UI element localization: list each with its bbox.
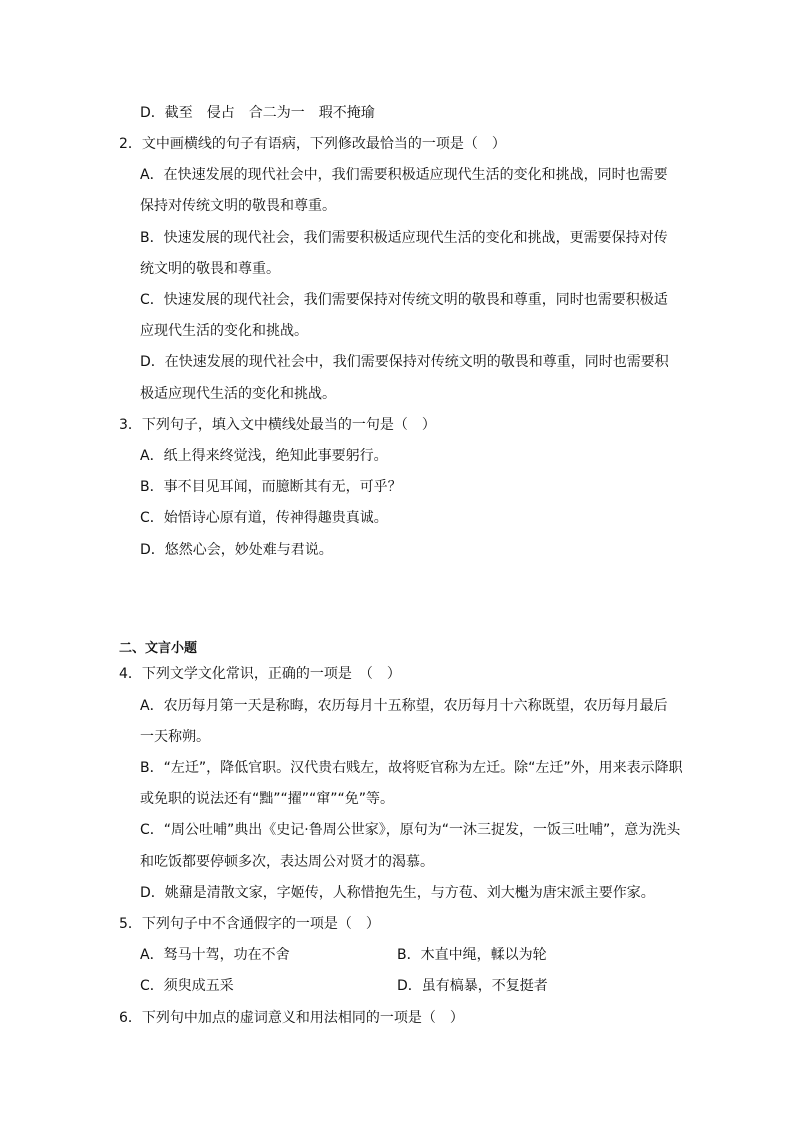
q3-option-c: C．始悟诗心原有道，传神得趣贵真诚。 bbox=[140, 510, 388, 526]
q5-stem: 5．下列句子中不含通假字的一项是（ ） bbox=[119, 916, 380, 932]
q2-option-a-line1: A．在快速发展的现代社会中，我们需要积极适应现代生活的变化和挑战，同时也需要 bbox=[140, 167, 668, 183]
q4-stem: 4．下列文学文化常识，正确的一项是 （ ） bbox=[119, 666, 401, 682]
q3-option-a: A．纸上得来终觉浅，绝知此事要躬行。 bbox=[140, 448, 388, 464]
q2-stem: 2．文中画横线的句子有语病，下列修改最恰当的一项是（ ） bbox=[119, 136, 506, 152]
q2-option-a-line2: 保持对传统文明的敬畏和尊重。 bbox=[140, 198, 336, 214]
q3-stem: 3．下列句子，填入文中横线处最当的一句是（ ） bbox=[119, 417, 436, 433]
q4-option-c-line2: 和吃饭都要停顿多次，表达周公对贤才的渴慕。 bbox=[140, 854, 434, 870]
q4-option-b-line2: 或免职的说法还有“黜”“擢”“窜”“免”等。 bbox=[140, 791, 395, 807]
q5-option-c: C．须臾成五采 bbox=[140, 978, 234, 994]
q2-option-c-line2: 应现代生活的变化和挑战。 bbox=[140, 323, 308, 339]
q2-option-d-line2: 极适应现代生活的变化和挑战。 bbox=[140, 386, 336, 402]
q4-option-a-line1: A．农历每月第一天是称晦，农历每月十五称望，农历每月十六称既望，农历每月最后 bbox=[140, 698, 668, 714]
q2-option-c-line1: C．快速发展的现代社会，我们需要保持对传统文明的敬畏和尊重，同时也需要积极适 bbox=[140, 292, 668, 308]
q5-option-a: A．驽马十驾，功在不舍 bbox=[140, 947, 290, 963]
q6-stem: 6．下列句中加点的虚词意义和用法相同的一项是（ ） bbox=[119, 1010, 464, 1026]
q1-option-d: D．截至 侵占 合二为一 瑕不掩瑜 bbox=[140, 105, 375, 121]
q4-option-b-line1: B．“左迁”，降低官职。汉代贵右贱左，故将贬官称为左迁。除“左迁”外，用来表示降职 bbox=[140, 760, 683, 776]
q5-option-d: D．虽有槁暴，不复挺者 bbox=[397, 978, 548, 994]
q2-option-b-line2: 统文明的敬畏和尊重。 bbox=[140, 261, 280, 277]
section-title: 二、文言小题 bbox=[119, 641, 198, 656]
q4-option-d: D．姚鼐是清散文家，字姬传，人称惜抱先生，与方苞、刘大櫆为唐宋派主要作家。 bbox=[140, 885, 655, 901]
q4-option-c-line1: C．“周公吐哺”典出《史记·鲁周公世家》，原句为“一沐三捉发，一饭三吐哺”，意为洗头 bbox=[140, 822, 681, 838]
q2-option-b-line1: B．快速发展的现代社会，我们需要积极适应现代生活的变化和挑战，更需要保持对传 bbox=[140, 230, 668, 246]
q4-option-a-line2: 一天称朔。 bbox=[140, 729, 210, 745]
q5-option-b: B．木直中绳，輮以为轮 bbox=[397, 947, 547, 963]
q3-option-d: D．悠然心会，妙处难与君说。 bbox=[140, 542, 333, 558]
q2-option-d-line1: D．在快速发展的现代社会中，我们需要保持对传统文明的敬畏和尊重，同时也需要积 bbox=[140, 354, 669, 370]
q3-option-b: B．事不目见耳闻，而臆断其有无，可乎？ bbox=[140, 479, 402, 495]
